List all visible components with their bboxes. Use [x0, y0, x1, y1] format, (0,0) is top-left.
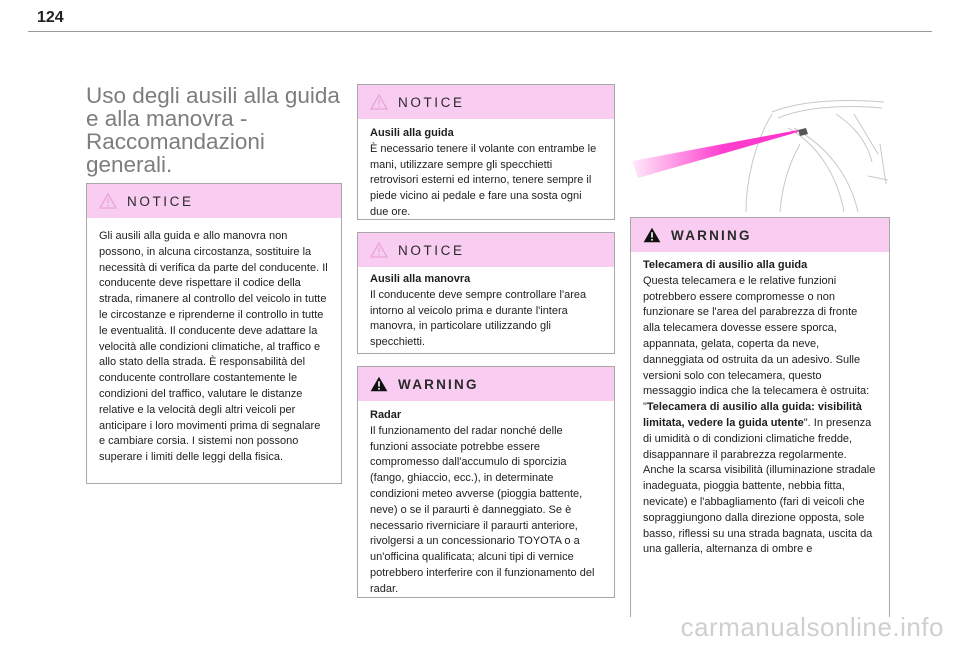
warning-text-bold: Telecamera di ausilio alla guida: visibilità limitata, vedere la guida utente: [643, 401, 862, 429]
warning-body: [631, 252, 889, 558]
notice-label: NOTICE: [398, 94, 465, 110]
warning-text: Il funzionamento del radar nonché delle funzioni associate potrebbe essere compromesso dall'accumulo di sporcizia (fango, ghiaccio, ecc.), in determinate condizioni meteo avverse (pioggia battente, neve) o se il paraurti è danneggiato. Se è necessario riverniciare il paraurti anteriore, rivolgersi a un concessionario TOYOTA o a un'officina qualificata; alcuni tipi di vernice potrebbero interferire con il funzionamento del radar.: [370, 424, 595, 595]
section-title: Uso degli ausili alla guida e alla manovra - Raccomandazioni generali.: [86, 83, 340, 177]
warning-label: WARNING: [671, 227, 752, 243]
notice-subtitle: Ausili alla manovra: [370, 273, 471, 285]
warning-text-part-1: Questa telecamera e le relative funzioni potrebbero essere compromesse o non funzionare se l'area del parabrezza di fronte alla telecamera dovesse essere sporca, appannata, gelata, coperta da neve, danneggiata od ostruita da un adesivo. Sulle versioni solo con telecamera, questo messaggio indica che la telecamera è ostruita: ": [643, 274, 870, 414]
notice-header: [358, 233, 614, 267]
top-rule: [28, 31, 932, 32]
notice-header: [87, 184, 341, 218]
warning-triangle-filled-icon: [370, 376, 388, 392]
caution-triangle-outline-icon: [99, 193, 117, 209]
notice-header: [358, 85, 614, 119]
warning-header: [631, 218, 889, 252]
warning-box-camera: [630, 217, 890, 617]
notice-box-general: [86, 183, 342, 484]
notice-label: NOTICE: [398, 242, 465, 258]
notice-text: Gli ausili alla guida e allo manovra non possono, in alcuna circostanza, sostituire la necessità di verifica da parte del conducente. Il conducente deve rispettare il codice della strada, rimanere al controllo del veicolo in tutte le circostanze e riprenderne il controllo in tutte le eventualità. Il conducente deve adattare la velocità alle condizioni climatiche, al traffico e allo stato della strada. È responsabilità del conducente controllare costantemente le condizioni del traffico, valutare le distanze relative e la velocità degli altri veicoli per anticipare i loro movimenti prima di segnalare e cambiare corsia. I sistemi non possono superare i limiti delle leggi della fisica.: [99, 230, 328, 464]
windscreen-camera-illustration: [622, 84, 890, 214]
notice-box-maneuver: [357, 232, 615, 354]
warning-header: [358, 367, 614, 401]
caution-triangle-outline-icon: [370, 94, 388, 110]
warning-subtitle: Radar: [370, 409, 402, 421]
warning-box-radar: [357, 366, 615, 598]
watermark: carmanualsonline.info: [680, 612, 944, 642]
warning-label: WARNING: [398, 376, 479, 392]
notice-subtitle: Ausili alla guida: [370, 127, 454, 139]
warning-text-part-2: ". In presenza di umidità o di condizioni climatiche fredde, disappannare il parabrezza regolarmente. Anche la scarsa visibilità (illuminazione stradale inadeguata, pioggia battente, nebbia fitta, nevicate) e l'abbagliamento (fari di veicoli che sopraggiungono dalla direzione opposta, sole basso, riflessi su una strada bagnata, uscita da una galleria, alternanza di ombre e: [643, 416, 876, 556]
caution-triangle-outline-icon: [370, 242, 388, 258]
notice-body: [87, 218, 341, 466]
warning-triangle-filled-icon: [643, 227, 661, 243]
notice-body: [358, 267, 614, 351]
page-number: 124: [37, 9, 64, 26]
notice-text: È necessario tenere il volante con entrambe le mani, utilizzare sempre gli specchietti retrovisori esterni ed interno, tenere sempre il piede vicino ai pedale e fare una sosta ogni due ore.: [370, 142, 597, 218]
notice-box-driving: [357, 84, 615, 220]
camera-beam: [632, 130, 798, 178]
notice-body: [358, 119, 614, 221]
notice-label: NOTICE: [127, 193, 194, 209]
notice-text: Il conducente deve sempre controllare l'area intorno al veicolo prima e durante l'intera manovra, in particolare utilizzando gli specchietti.: [370, 288, 587, 349]
warning-subtitle: Telecamera di ausilio alla guida: [643, 259, 808, 271]
warning-body: [358, 401, 614, 598]
warning-text: [643, 274, 877, 558]
